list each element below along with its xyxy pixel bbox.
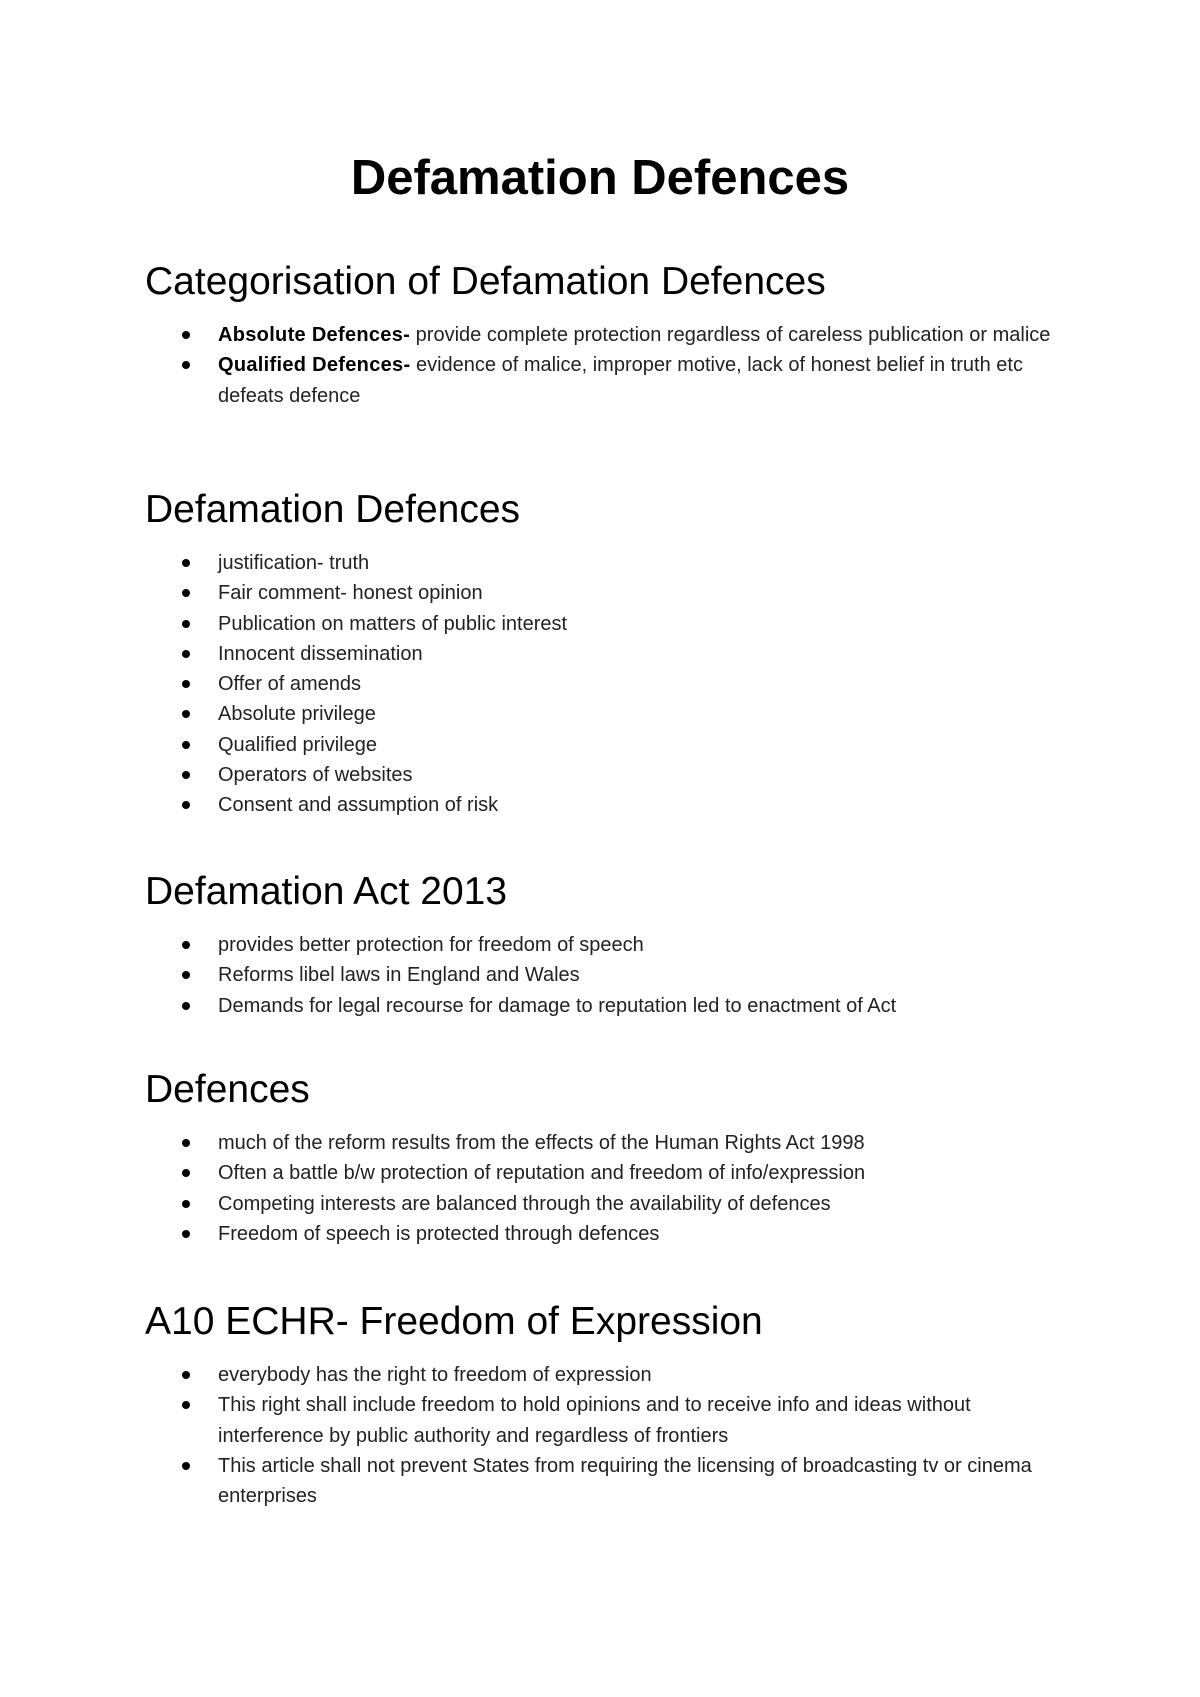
bullet-icon [182, 1230, 190, 1238]
item-text: everybody has the right to freedom of expression [218, 1364, 652, 1386]
list-item [145, 548, 1075, 578]
bullet-icon [182, 741, 190, 749]
list-item [145, 1219, 1075, 1249]
item-text: Often a battle b/w protection of reputation and freedom of info/expression [218, 1162, 866, 1185]
item-text: Consent and assumption of risk [218, 794, 499, 817]
item-text: justification- truth [218, 552, 370, 574]
item-text: This right shall include freedom to hold opinions and to receive info and ideas without interference by public authority and regardless of frontiers [218, 1394, 971, 1447]
section-heading: A10 ECHR- Freedom of Expression [145, 1300, 763, 1343]
bullet-icon [182, 941, 190, 949]
section-defamation-act-2013 [145, 868, 1075, 1021]
item-text: Fair comment- honest opinion [218, 582, 483, 605]
bullet-list [145, 1360, 1075, 1511]
section-a10-echr [145, 1298, 1075, 1511]
item-text: This article shall not prevent States from requiring the licensing of broadcasting tv or cinema enterprises [218, 1454, 1032, 1508]
item-text: Qualified privilege [218, 733, 377, 756]
section-heading: Defamation Act 2013 [145, 870, 508, 913]
bullet-icon [182, 331, 190, 339]
item-text: evidence of malice, improper motive, lack of honest belief in truth etc defeats defence [218, 354, 1023, 407]
bullet-icon [182, 1401, 190, 1409]
bullet-icon [182, 361, 190, 369]
bullet-icon [182, 680, 190, 688]
list-item [145, 669, 1075, 699]
list-item [145, 1189, 1075, 1219]
bullet-icon [182, 620, 190, 628]
list-item [145, 609, 1075, 639]
section-defamation-defences [145, 486, 1075, 821]
bullet-icon [182, 559, 190, 567]
list-item [145, 1390, 1075, 1451]
term-label: Absolute Defences- [218, 324, 411, 346]
list-item [145, 1128, 1075, 1158]
bullet-icon [182, 971, 190, 979]
bullet-icon [182, 1169, 190, 1177]
bullet-icon [182, 771, 190, 779]
section-defences [145, 1066, 1075, 1249]
page-title: Defamation Defences [350, 151, 850, 205]
list-item [145, 760, 1075, 790]
item-text: Offer of amends [218, 673, 362, 696]
item-text: Competing interests are balanced through the availability of defences [218, 1192, 831, 1215]
item-text: provide complete protection regardless of careless publication or malice [410, 324, 1051, 346]
bullet-icon [182, 1002, 190, 1010]
list-item [145, 960, 1075, 990]
list-item [145, 699, 1075, 729]
term-label: Qualified Defences- [218, 354, 411, 377]
list-item [145, 1360, 1075, 1390]
item-text: Publication on matters of public interest [218, 612, 568, 635]
item-text: Innocent dissemination [218, 642, 423, 665]
bullet-icon [182, 1139, 190, 1147]
list-item [145, 730, 1075, 760]
bullet-icon [182, 1462, 190, 1470]
list-item [145, 320, 1075, 350]
bullet-icon [182, 1200, 190, 1208]
item-text: Operators of websites [218, 764, 413, 787]
item-text: Demands for legal recourse for damage to reputation led to enactment of Act [218, 994, 897, 1017]
section-heading: Categorisation of Defamation Defences [145, 260, 826, 303]
item-text: Freedom of speech is protected through defences [218, 1222, 660, 1245]
item-text: Absolute privilege [218, 703, 376, 726]
list-item [145, 1451, 1075, 1512]
bullet-icon [182, 650, 190, 658]
bullet-list [145, 930, 1075, 1021]
list-item [145, 991, 1075, 1021]
section-categorisation [145, 258, 1075, 411]
section-heading: Defamation Defences [145, 488, 521, 531]
item-text: provides better protection for freedom of speech [218, 934, 644, 956]
list-item [145, 790, 1075, 820]
section-heading: Defences [145, 1068, 310, 1111]
bullet-list [145, 1128, 1075, 1249]
item-text: much of the reform results from the effects of the Human Rights Act 1998 [218, 1132, 865, 1154]
bullet-icon [182, 589, 190, 597]
item-text: Reforms libel laws in England and Wales [218, 964, 580, 987]
bullet-list [145, 548, 1075, 821]
list-item [145, 578, 1075, 608]
list-item [145, 1158, 1075, 1188]
list-item [145, 639, 1075, 669]
bullet-list [145, 320, 1075, 411]
bullet-icon [182, 801, 190, 809]
list-item [145, 930, 1075, 960]
bullet-icon [182, 1371, 190, 1379]
bullet-icon [182, 710, 190, 718]
list-item [145, 350, 1075, 411]
